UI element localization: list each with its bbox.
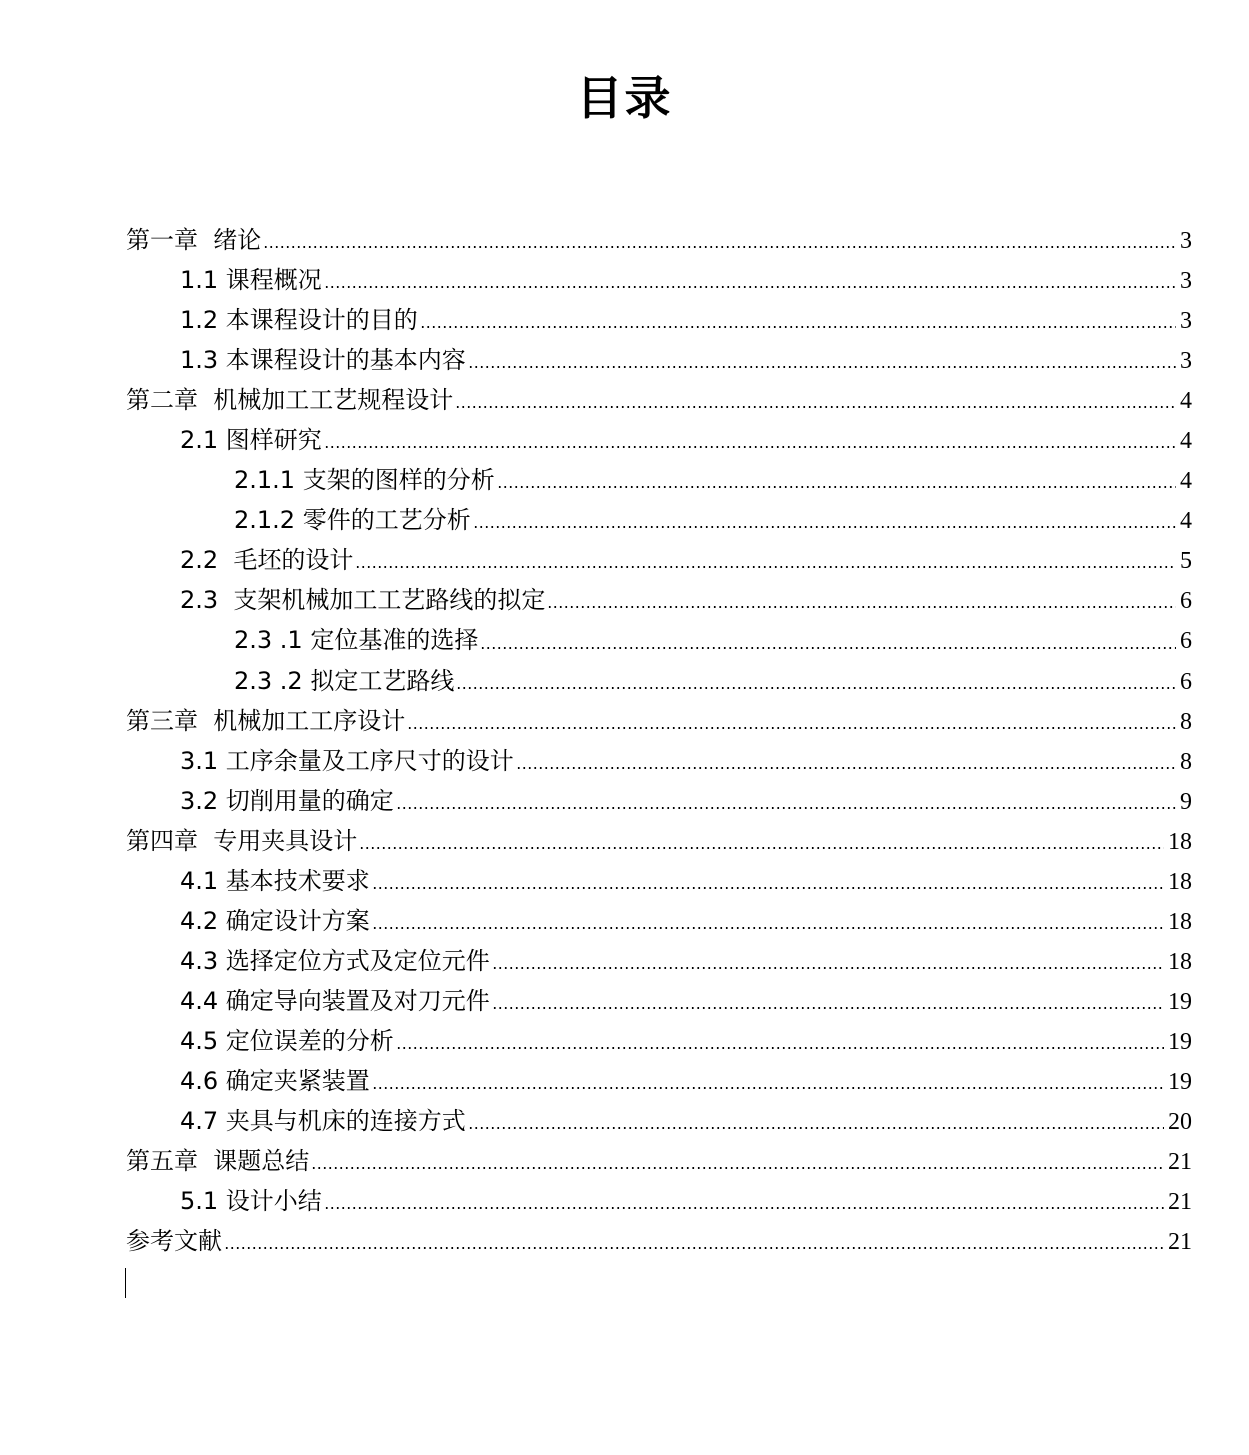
toc-dot-leader: [372, 923, 1164, 935]
toc-dot-leader: [468, 1123, 1164, 1135]
toc-dot-leader: [492, 963, 1164, 975]
toc-dot-leader: [324, 282, 1176, 294]
toc-entry-page-number: 19: [1168, 1068, 1192, 1095]
toc-entry[interactable]: [126, 821, 1192, 861]
toc-entry-label: 1.3 本课程设计的基本内容: [180, 346, 466, 375]
toc-dot-leader: [359, 843, 1164, 855]
toc-entry[interactable]: [126, 620, 1192, 660]
toc-dot-leader: [456, 683, 1176, 695]
toc-dot-leader: [420, 322, 1176, 334]
toc-dot-leader: [396, 1043, 1164, 1055]
toc-entry-page-number: 18: [1168, 828, 1192, 855]
toc-entry-label: 4.6 确定夹紧装置: [180, 1066, 370, 1095]
page-title: 目录: [576, 71, 673, 125]
toc-dot-leader: [324, 1203, 1164, 1215]
toc-entry-label: 4.2 确定设计方案: [180, 906, 370, 935]
toc-entry-page-number: 3: [1180, 268, 1192, 295]
toc-dot-leader: [224, 1243, 1164, 1255]
toc-entry-label: 4.4 确定导向装置及对刀元件: [180, 986, 490, 1015]
toc-entry-page-number: 4: [1180, 388, 1192, 415]
toc-entry[interactable]: [126, 500, 1192, 540]
toc-dot-leader: [516, 763, 1176, 775]
toc-entry-page-number: 18: [1168, 948, 1192, 975]
toc-entry-page-number: 9: [1180, 788, 1192, 815]
toc-entry-page-number: 6: [1180, 588, 1192, 615]
toc-entry[interactable]: [126, 220, 1192, 260]
toc-entry[interactable]: [126, 300, 1192, 340]
toc-entry[interactable]: [126, 981, 1192, 1021]
toc-entry[interactable]: [126, 1141, 1192, 1181]
toc-dot-leader: [263, 242, 1176, 254]
toc-entry-label: 2.3 .1 定位基准的选择: [234, 626, 479, 655]
toc-entry-page-number: 4: [1180, 468, 1192, 495]
toc-entry-label: 2.1.1 支架的图样的分析: [234, 466, 495, 495]
toc-dot-leader: [468, 362, 1176, 374]
toc-dot-leader: [473, 522, 1176, 534]
toc-entry-page-number: 21: [1168, 1229, 1192, 1256]
toc-entry-page-number: 3: [1180, 228, 1192, 254]
toc-entry[interactable]: [126, 701, 1192, 741]
toc-entry-label: 第四章 专用夹具设计: [126, 826, 358, 855]
toc-entry-label: 3.2 切削用量的确定: [180, 786, 394, 815]
toc-entry[interactable]: [126, 1221, 1192, 1261]
toc-entry[interactable]: [126, 1181, 1192, 1221]
toc-entry[interactable]: [126, 661, 1192, 701]
toc-entry-page-number: 21: [1168, 1189, 1192, 1216]
toc-entry-page-number: 19: [1168, 1028, 1192, 1055]
toc-entry[interactable]: [126, 1021, 1192, 1061]
toc-entry-page-number: 8: [1180, 748, 1192, 775]
toc-entry[interactable]: [126, 1101, 1192, 1141]
toc-entry-page-number: 8: [1180, 708, 1192, 735]
toc-dot-leader: [455, 402, 1176, 414]
toc-entry-label: 2.3 支架机械加工工艺路线的拟定: [180, 586, 546, 615]
toc-dot-leader: [547, 602, 1176, 614]
toc-entry-label: 3.1 工序余量及工序尺寸的设计: [180, 746, 514, 775]
toc-entry-label: 5.1 设计小结: [180, 1187, 322, 1216]
toc-entry-page-number: 19: [1168, 988, 1192, 1015]
text-cursor: [125, 1268, 126, 1298]
toc-entry[interactable]: [126, 540, 1192, 580]
toc-entry[interactable]: [126, 460, 1192, 500]
toc-entry-page-number: 3: [1180, 348, 1192, 375]
toc-dot-leader: [396, 803, 1176, 815]
toc-entry-label: 4.7 夹具与机床的连接方式: [180, 1107, 466, 1136]
toc-entry[interactable]: [126, 260, 1192, 300]
toc-entry[interactable]: [126, 380, 1192, 420]
toc-entry[interactable]: [126, 861, 1192, 901]
toc-entry-label: 4.1 基本技术要求: [180, 866, 370, 895]
toc-dot-leader: [407, 723, 1176, 735]
toc-entry-page-number: 4: [1180, 508, 1192, 535]
toc-entry-page-number: 21: [1168, 1149, 1192, 1176]
toc-entry-page-number: 6: [1180, 628, 1192, 655]
toc-entry-label: 1.1 课程概况: [180, 266, 322, 295]
toc-dot-leader: [324, 442, 1176, 454]
toc-entry-label: 1.2 本课程设计的目的: [180, 306, 418, 335]
toc-entry-page-number: 18: [1168, 908, 1192, 935]
toc-dot-leader: [492, 1003, 1164, 1015]
toc-entry-label: 参考文献: [126, 1227, 222, 1256]
toc-entry-label: 2.1 图样研究: [180, 426, 322, 455]
toc-entry[interactable]: [126, 741, 1192, 781]
toc-entry-label: 第三章 机械加工工序设计: [126, 706, 406, 735]
toc-dot-leader: [372, 883, 1164, 895]
toc-entry-label: 2.1.2 零件的工艺分析: [234, 506, 471, 535]
toc-dot-leader: [311, 1163, 1164, 1175]
toc-entry-label: 第一章 绪论: [126, 226, 262, 254]
toc-entry-label: 2.2 毛坯的设计: [180, 546, 354, 575]
toc-entry[interactable]: [126, 340, 1192, 380]
toc-entry-label: 第五章 课题总结: [126, 1147, 310, 1176]
toc-dot-leader: [497, 482, 1176, 494]
toc-entry-page-number: 5: [1180, 548, 1192, 575]
toc-entry-page-number: 3: [1180, 308, 1192, 335]
toc-entry-page-number: 4: [1180, 428, 1192, 455]
toc-entry[interactable]: [126, 580, 1192, 620]
toc-entry[interactable]: [126, 941, 1192, 981]
toc-entry[interactable]: [126, 781, 1192, 821]
table-of-contents: [126, 220, 1192, 1261]
toc-entry[interactable]: [126, 901, 1192, 941]
toc-dot-leader: [372, 1083, 1164, 1095]
toc-entry-label: 4.5 定位误差的分析: [180, 1026, 394, 1055]
toc-dot-leader: [480, 643, 1176, 655]
toc-entry-label: 2.3 .2 拟定工艺路线: [234, 666, 455, 695]
toc-dot-leader: [355, 562, 1176, 574]
toc-entry-page-number: 6: [1180, 668, 1192, 695]
toc-entry[interactable]: [126, 420, 1192, 460]
toc-entry-label: 4.3 选择定位方式及定位元件: [180, 946, 490, 975]
toc-entry[interactable]: [126, 1061, 1192, 1101]
toc-entry-page-number: 20: [1168, 1109, 1192, 1136]
toc-entry-label: 第二章 机械加工工艺规程设计: [126, 386, 454, 415]
toc-entry-page-number: 18: [1168, 868, 1192, 895]
